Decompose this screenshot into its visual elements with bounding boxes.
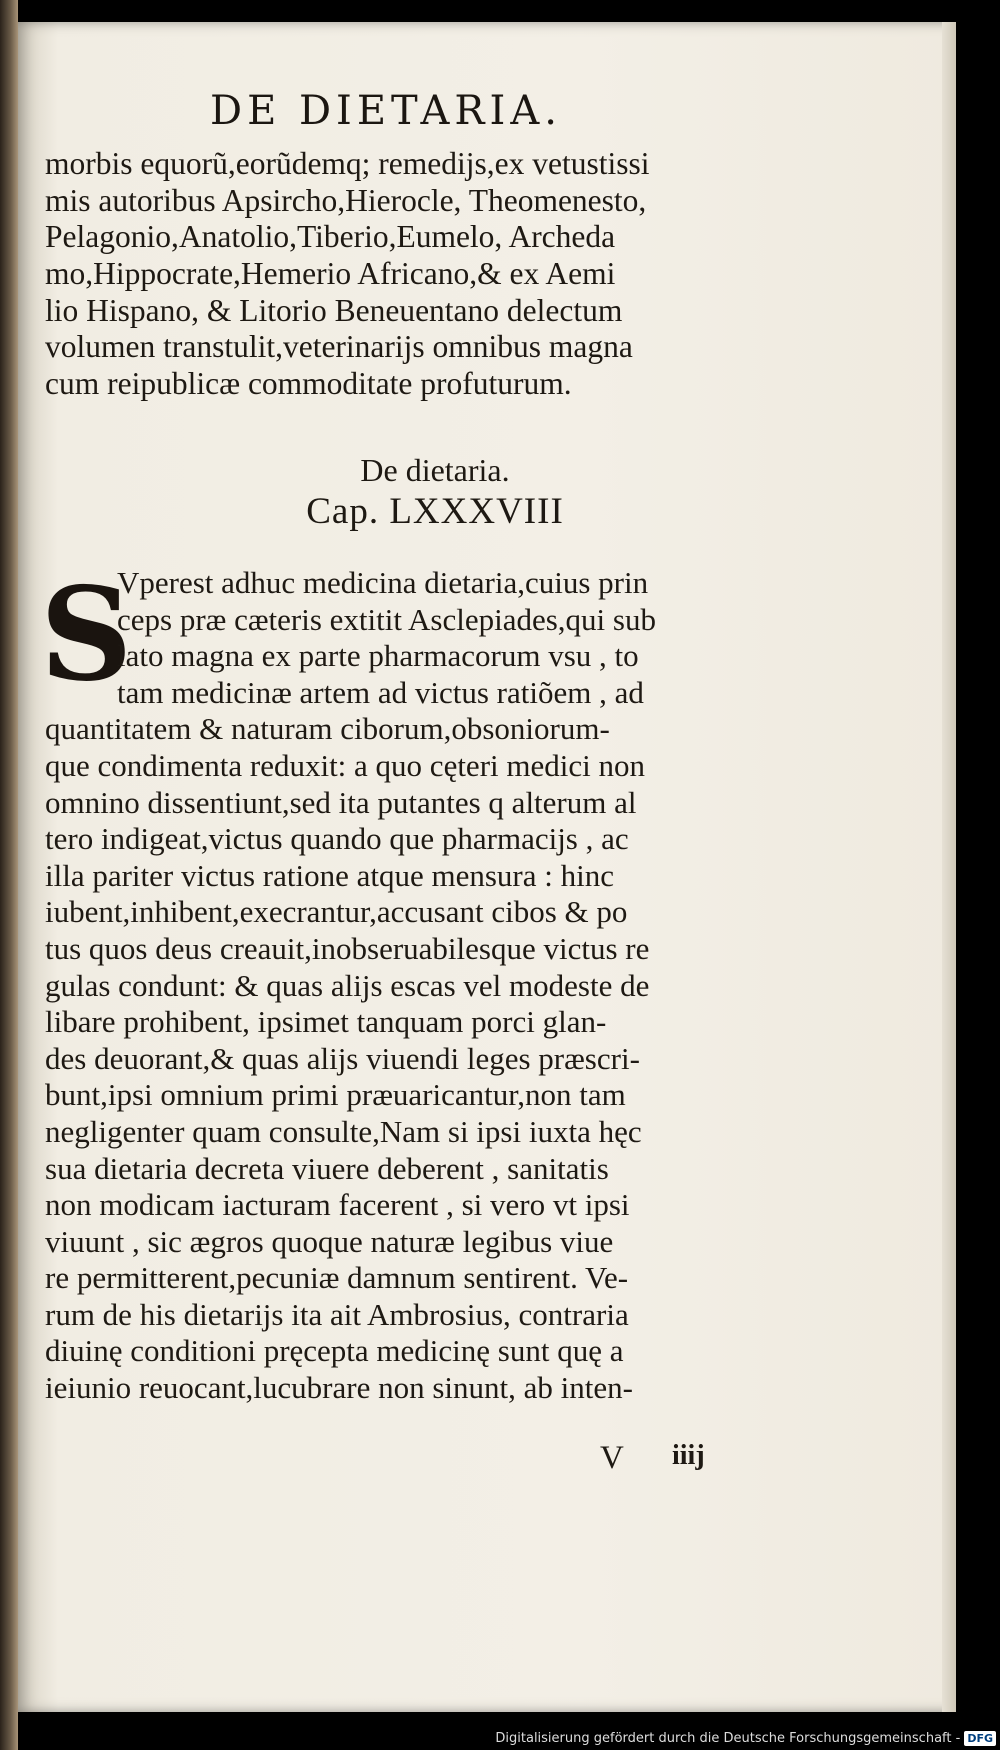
text-line: ieiunio reuocant,lucubrare non sinunt, ab inten-	[45, 1370, 633, 1406]
text-line: mis autoribus Apsircho,Hierocle, Theomenesto,	[45, 182, 647, 218]
text-line: rum de his dietarijs ita ait Ambrosius, contraria	[45, 1296, 629, 1332]
continued-text	[45, 146, 825, 403]
text-line: quantitatem & naturam ciborum,obsoniorum-	[45, 711, 610, 747]
text-line: omnino dissentiunt,sed ita putantes q alterum al	[45, 784, 637, 820]
text-line: lio Hispano, & Litorio Beneuentano delectum	[45, 292, 623, 328]
dfg-logo: DFG	[964, 1731, 996, 1746]
text-line: lato magna ex parte pharmacorum vsu , to	[117, 638, 639, 674]
text-line: volumen transtulit,veterinarijs omnibus magna	[45, 329, 633, 365]
text-line: bunt,ipsi omnium primi præuaricantur,non tam	[45, 1077, 626, 1113]
text-line: libare prohibent, ipsimet tanquam porci glan-	[45, 1004, 607, 1040]
book-edge	[0, 0, 18, 1750]
footer-text: Digitalisierung gefördert durch die Deutsche Forschungsgemeinschaft -	[495, 1731, 961, 1746]
text-line: morbis equorũ,eorũdemq; remedijs,ex vetustissi	[45, 146, 650, 181]
text-line: viuunt , sic ægros quoque naturæ legibus viue	[45, 1223, 614, 1259]
digitization-footer	[495, 1731, 996, 1746]
chapter-number: Cap. LXXXVIII	[306, 491, 564, 532]
catchword: V	[600, 1440, 624, 1476]
text-line: sua dietaria decreta viuere deberent , sanitatis	[45, 1150, 609, 1186]
text-line: tero indigeat,victus quando que pharmacijs , ac	[45, 821, 629, 857]
text-line: que condimenta reduxit: a quo cęteri medici non	[45, 747, 645, 783]
text-line: ceps præ cæteris extitit Asclepiades,qui sub	[117, 601, 656, 637]
running-head: DE DIETARIA.	[210, 88, 562, 134]
text-line: non modicam iacturam facerent , si vero vt ipsi	[45, 1187, 630, 1223]
text-line: cum reipublicæ commoditate profuturum.	[45, 366, 572, 402]
text-line: des deuorant,& quas alijs viuendi leges præscri-	[45, 1040, 640, 1076]
text-line: Vperest adhuc medicina dietaria,cuius prin	[117, 565, 649, 600]
chapter-title: De dietaria.	[360, 452, 510, 488]
decorated-initial: S	[40, 560, 133, 710]
text-line: negligenter quam consulte,Nam si ipsi iuxta hęc	[45, 1113, 642, 1149]
text-line: tam medicinæ artem ad victus ratiõem , ad	[117, 674, 644, 710]
text-line: illa pariter victus ratione atque mensura : hinc	[45, 857, 614, 893]
text-line: mo,Hippocrate,Hemerio Africano,& ex Aemi	[45, 256, 616, 292]
text-line: iubent,inhibent,execrantur,accusant cibos & po	[45, 894, 628, 930]
text-line: diuinę conditioni pręcepta medicinę sunt quę a	[45, 1333, 624, 1369]
text-line: gulas condunt: & quas alijs escas vel modeste de	[45, 967, 650, 1003]
chapter-body	[45, 565, 845, 1407]
text-line: tus quos deus creauit,inobseruabilesque victus re	[45, 930, 650, 966]
text-line: re permitterent,pecuniæ damnum sentirent. Ve-	[45, 1260, 629, 1296]
text-line: Pelagonio,Anatolio,Tiberio,Eumelo, Archeda	[45, 219, 616, 255]
signature-mark: iiij	[672, 1440, 705, 1471]
